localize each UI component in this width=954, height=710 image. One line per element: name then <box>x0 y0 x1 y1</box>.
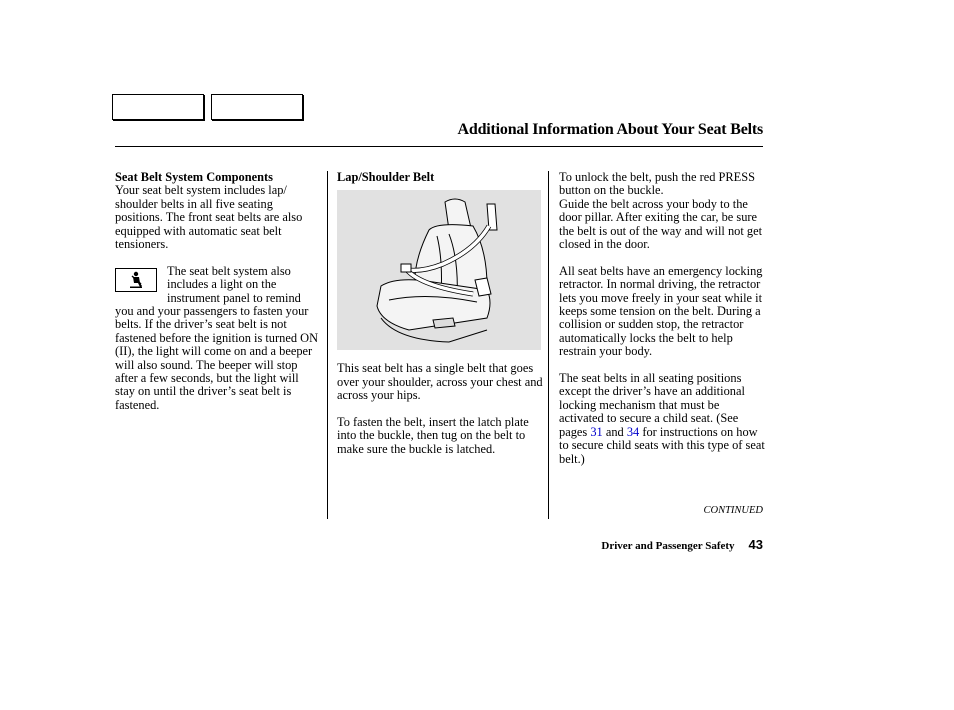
column-divider-2 <box>548 171 549 519</box>
child-seat-text-a: The seat belts in all seating positions except the driver’s have an additional locking mechanism that must be activated to secure a child seat. (See pages <box>559 371 745 439</box>
column-1 <box>115 171 321 412</box>
paragraph-child-seat-locking <box>559 372 765 466</box>
paragraph-locking-retractor: All seat belts have an emergency locking retractor. In normal driving, the retractor lets you move freely in your seat while it keeps some tension on the belt. During a collision or sudden stop, the retractor automatically locks the belt to help restrain your body. <box>559 263 763 359</box>
seat-belt-reminder-icon <box>115 268 157 292</box>
paragraph-components: Your seat belt system includes lap/ shoulder belts in all five seating positions. The front seat belts are also equipped with automatic seat belt tensioners. <box>115 183 303 252</box>
paragraph-unlock-belt: To unlock the belt, push the red PRESS button on the buckle. <box>559 170 755 198</box>
column-3 <box>559 171 765 466</box>
paragraph-single-belt: This seat belt has a single belt that goes over your shoulder, across your chest and across your hips. <box>337 361 543 403</box>
section-heading-lap-shoulder: Lap/Shoulder Belt <box>337 170 435 184</box>
page-footer <box>601 537 763 552</box>
footer-section-name: Driver and Passenger Safety <box>601 540 735 552</box>
continued-label: CONTINUED <box>703 505 763 516</box>
page-number: 43 <box>748 537 763 552</box>
page-link-31[interactable]: 31 <box>590 424 603 439</box>
page-title: Additional Information About Your Seat Belts <box>457 121 763 138</box>
section-heading-components: Seat Belt System Components <box>115 170 273 184</box>
page-link-34[interactable]: 34 <box>626 424 640 439</box>
reminder-block <box>115 265 321 412</box>
seat-belt-illustration <box>337 190 541 350</box>
child-seat-text-b: for instructions on how to secure child seats with this type of seat belt.) <box>559 424 765 466</box>
column-2 <box>337 171 543 456</box>
paragraph-fasten-belt: To fasten the belt, insert the latch plate into the buckle, then tug on the belt to make sure the buckle is latched. <box>337 415 529 456</box>
paragraph-guide-belt: Guide the belt across your body to the door pillar. After exiting the car, be sure the belt is out of the way and will not get closed in the door. <box>559 196 763 252</box>
title-rule <box>115 146 763 147</box>
nav-button-table-of-contents[interactable] <box>211 94 303 120</box>
column-divider-1 <box>327 171 328 519</box>
child-seat-text-and: and <box>605 424 624 439</box>
nav-button-main-menu[interactable] <box>112 94 204 120</box>
paragraph-reminder-light: The seat belt system also includes a light on the instrument panel to remind you and your passengers to fasten your belts. If the driver’s seat belt is not fastened before the ignition is turned ON (II), the light will come on and a beeper will also sound. The beeper will stop after a few seconds, but the light will stay on until the driver’s seat belt is fastened. <box>115 263 319 412</box>
